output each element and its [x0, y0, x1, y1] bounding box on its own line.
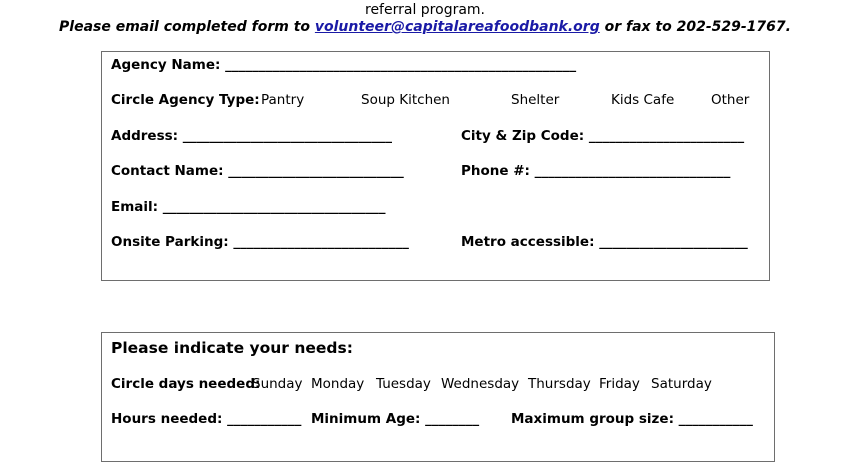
agency-type-kids-cafe[interactable]: Kids Cafe	[611, 92, 675, 108]
days-needed-label: Circle days needed:	[111, 376, 261, 392]
phone-field[interactable]: Phone #: _____________________________	[461, 163, 731, 179]
needs-heading: Please indicate your needs:	[111, 339, 353, 357]
instruction-line	[0, 19, 850, 35]
intro-tail-text: referral program.	[365, 2, 485, 18]
agency-type-soup-kitchen[interactable]: Soup Kitchen	[361, 92, 450, 108]
day-sunday[interactable]: Sunday	[252, 376, 303, 392]
agency-type-label: Circle Agency Type:	[111, 92, 260, 108]
address-field[interactable]: Address: _______________________________	[111, 128, 393, 144]
agency-name-field[interactable]: Agency Name: ____________________________________________________	[111, 57, 577, 73]
day-friday[interactable]: Friday	[599, 376, 640, 392]
minimum-age-field[interactable]: Minimum Age: ________	[311, 411, 480, 427]
maximum-group-size-field[interactable]: Maximum group size: ___________	[511, 411, 753, 427]
agency-type-pantry[interactable]: Pantry	[261, 92, 305, 108]
metro-accessible-field[interactable]: Metro accessible: ______________________	[461, 234, 748, 250]
day-saturday[interactable]: Saturday	[651, 376, 712, 392]
day-thursday[interactable]: Thursday	[528, 376, 591, 392]
day-tuesday[interactable]: Tuesday	[376, 376, 431, 392]
email-field[interactable]: Email: _________________________________	[111, 199, 386, 215]
agency-type-other[interactable]: Other	[711, 92, 750, 108]
instruction-suffix: or fax to 202-529-1767.	[599, 19, 791, 35]
email-link[interactable]: volunteer@capitalareafoodbank.org	[314, 19, 600, 35]
contact-name-field[interactable]: Contact Name: __________________________	[111, 163, 404, 179]
day-monday[interactable]: Monday	[311, 376, 365, 392]
day-wednesday[interactable]: Wednesday	[441, 376, 520, 392]
instruction-prefix: Please email completed form to	[59, 19, 315, 35]
hours-needed-field[interactable]: Hours needed: ___________	[111, 411, 302, 427]
onsite-parking-field[interactable]: Onsite Parking: __________________________	[111, 234, 409, 250]
city-zip-field[interactable]: City & Zip Code: _______________________	[461, 128, 745, 144]
agency-type-shelter[interactable]: Shelter	[511, 92, 560, 108]
